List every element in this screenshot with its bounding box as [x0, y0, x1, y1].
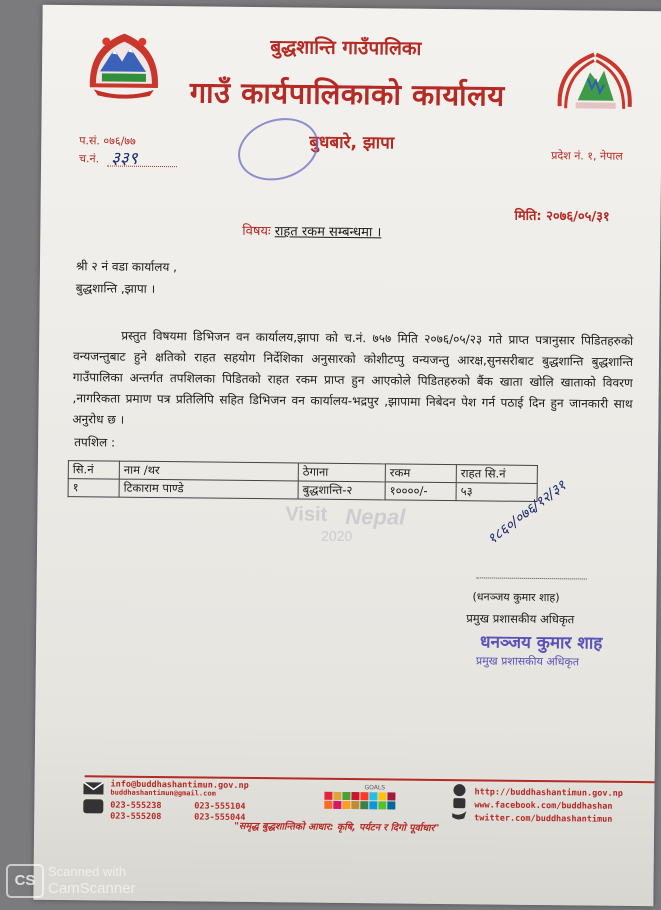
handwritten-signature: १८६०/०७६/१२/३१ [484, 477, 570, 548]
office-location: बुधबारे, झापा [309, 132, 395, 154]
contact-icons [82, 781, 104, 815]
table-header-cell: नाम /थर [119, 461, 298, 481]
table-cell: ५३ [456, 483, 537, 502]
recipient-line2: बुद्धशान्ति ,झापा । [75, 281, 156, 296]
watermark-nepal: Nepal [345, 503, 406, 530]
footer-phone: 023-555104 [194, 801, 246, 812]
table-row [68, 479, 537, 502]
subject-line [242, 221, 381, 240]
ch-number-handwritten: ३३९ [110, 148, 138, 169]
footer-twitter: twitter.com/buddhashantimun [474, 813, 613, 825]
watermark-visit: Visit [285, 503, 328, 526]
province-label: प्रदेश नं. १, नेपाल [551, 149, 623, 163]
sdg-goals-grid [324, 784, 398, 819]
table-header-cell: राहत सि.नं [456, 465, 537, 484]
tapashil-label: तपशिल : [74, 435, 116, 450]
table-header-cell: ठेगाना [298, 463, 385, 482]
watermark-year: 2020 [321, 527, 353, 545]
footer-email1: info@buddhashantimun.gov.np [110, 779, 249, 791]
phone-icon [83, 799, 103, 813]
office-seal-stamp [230, 108, 326, 190]
social-icons [448, 783, 470, 821]
letter-date: मिति: २०७६/०५/३१ [514, 208, 610, 225]
sdg-icon-tiles [324, 792, 395, 810]
footer-website: http://buddhashantimun.gov.np [474, 787, 623, 799]
table-cell: १००००/- [385, 482, 456, 501]
subject-label: विषयः [242, 223, 271, 240]
subject-text: राहत रकम सम्बन्धमा । [274, 224, 382, 241]
ps-number: प.सं. ०७६/७७ [79, 134, 136, 148]
globe-icon [453, 784, 465, 796]
letter-body: प्रस्तुत विषयमा डिभिजन वन कार्यालय,झापा को च.नं. ७५७ मिति २०७६/०५/२३ गते प्राप्त पत्रानुसार पिडितहरुको वन्यजन्तुबाट हुने क्षतिको राहत सहयोग निर्देशिका अनुसारको कोशीटप्पु वन्यजन्तु आरक्ष,सुनसरीबाट बुद्धशान्ति बुद्धशान्ति गाउँपालिका अन्तर्गत तपशिलका पिडितको राहत रकम प्राप्त हुन आएकोले पिडितहरुको बैंक खाता खोलि खाताको विवरण ,नागरिकता प्रमाण पत्र प्रतिलिपि सहित डिभिजन वन कार्यालय-भद्रपुर ,झापामा निबेदन पेश गर्न पठाई दिन हुन जानकारी साथ अनुरोध छ । [72, 328, 634, 427]
camscanner-line1: Scanned with [48, 864, 127, 879]
facebook-icon [453, 798, 465, 808]
table-header-cell: सि.नं [68, 461, 119, 480]
municipality-logo-icon [552, 50, 639, 123]
camscanner-logo-icon: CS [6, 864, 44, 898]
footer-slogan: "समृद्ध बुद्धशान्तिको आधार: कृषि, पर्यटन र दिगो पूर्वाधार" [234, 820, 440, 834]
signatory-title: प्रमुख प्रशासकीय अधिकृत [466, 611, 575, 627]
footer-email2: buddhashantimun@gmail.com [110, 788, 216, 798]
camscanner-line2: CamScanner [48, 880, 136, 897]
signatory-stamp-title: प्रमुख प्रशासकीय अधिकृत [475, 654, 580, 669]
footer-facebook: www.facebook.com/buddhashan [474, 800, 613, 812]
signatory-name: (धनञ्जय कुमार शाह) [472, 590, 560, 605]
table-header-cell: रकम [385, 464, 456, 483]
footer-phone: 023-555238 [110, 800, 162, 812]
signatory-stamp-name: धनञ्जय कुमार शाह [479, 632, 603, 654]
victim-table [68, 460, 538, 502]
footer-phone: 023-555208 [110, 811, 162, 823]
office-name: गाउँ कार्यपालिकाको कार्यालय [189, 75, 505, 113]
twitter-icon [452, 811, 466, 819]
footer-phone: 023-555044 [194, 812, 246, 823]
table-cell: बुद्धशान्ति-२ [298, 481, 385, 500]
table-cell: १ [68, 479, 119, 498]
nepal-emblem-icon [84, 27, 165, 100]
ch-number-label: च.नं. [79, 152, 100, 166]
recipient-line1: श्री २ नं वडा कार्यालय , [75, 259, 178, 275]
sdg-label: GOALS [364, 784, 386, 792]
org-name: बुद्धशान्ति गाउँपालिका [270, 36, 422, 60]
signature-line [477, 577, 587, 579]
letter-paper [33, 5, 661, 906]
table-cell: टिकाराम पाण्डे [119, 479, 298, 499]
